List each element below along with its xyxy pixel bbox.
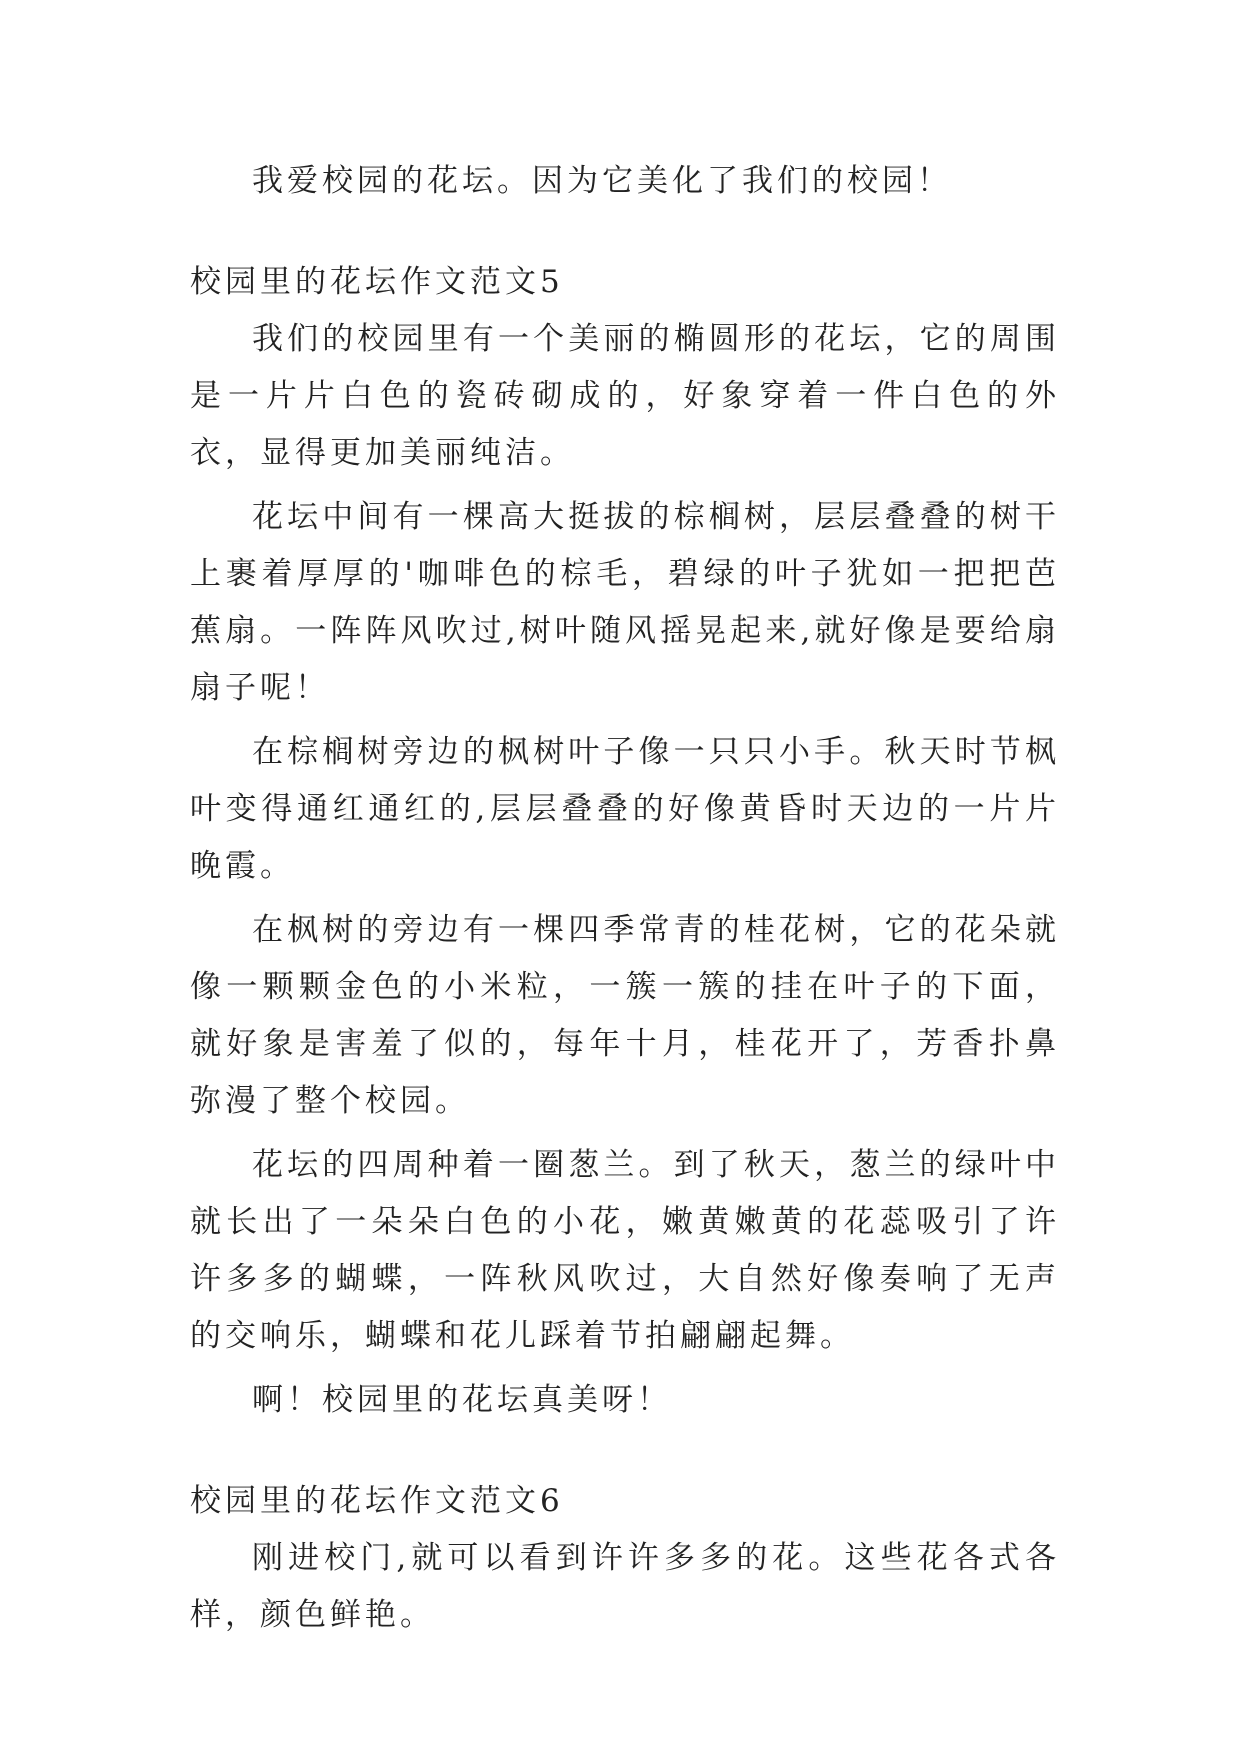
paragraph: 啊！校园里的花坛真美呀！ xyxy=(252,1382,672,1418)
paragraph: 花坛中间有一棵高大挺拔的棕榈树，层层叠叠的树干上裹着厚厚的'咖啡色的棕毛，碧绿的叶子犹如一把把芭蕉扇。一阵阵风吹过,树叶随风摇晃起来,就好像是要给扇扇子呢！ xyxy=(190,499,1060,706)
section-heading: 校园里的花坛作文范文6 xyxy=(190,1483,564,1519)
paragraph: 在枫树的旁边有一棵四季常青的桂花树，它的花朵就像一颗颗金色的小米粒，一簇一簇的挂在叶子的下面，就好象是害羞了似的，每年十月，桂花开了，芳香扑鼻弥漫了整个校园。 xyxy=(190,912,1060,1119)
paragraph: 花坛的四周种着一圈葱兰。到了秋天，葱兰的绿叶中就长出了一朵朵白色的小花，嫩黄嫩黄的花蕊吸引了许许多多的蝴蝶，一阵秋风吹过，大自然好像奏响了无声的交响乐，蝴蝶和花儿踩着节拍翩翩起舞。 xyxy=(190,1147,1060,1354)
paragraph: 在棕榈树旁边的枫树叶子像一只只小手。秋天时节枫叶变得通红通红的,层层叠叠的好像黄昏时天边的一片片晚霞。 xyxy=(190,734,1060,884)
document-body xyxy=(190,153,1060,1651)
paragraph: 我们的校园里有一个美丽的椭圆形的花坛，它的周围是一片片白色的瓷砖砌成的，好象穿着一件白色的外衣，显得更加美丽纯洁。 xyxy=(190,321,1060,471)
section-heading: 校园里的花坛作文范文5 xyxy=(190,264,564,300)
paragraph: 刚进校门,就可以看到许许多多的花。这些花各式各样，颜色鲜艳。 xyxy=(190,1540,1060,1633)
paragraph: 我爱校园的花坛。因为它美化了我们的校园！ xyxy=(252,163,952,199)
